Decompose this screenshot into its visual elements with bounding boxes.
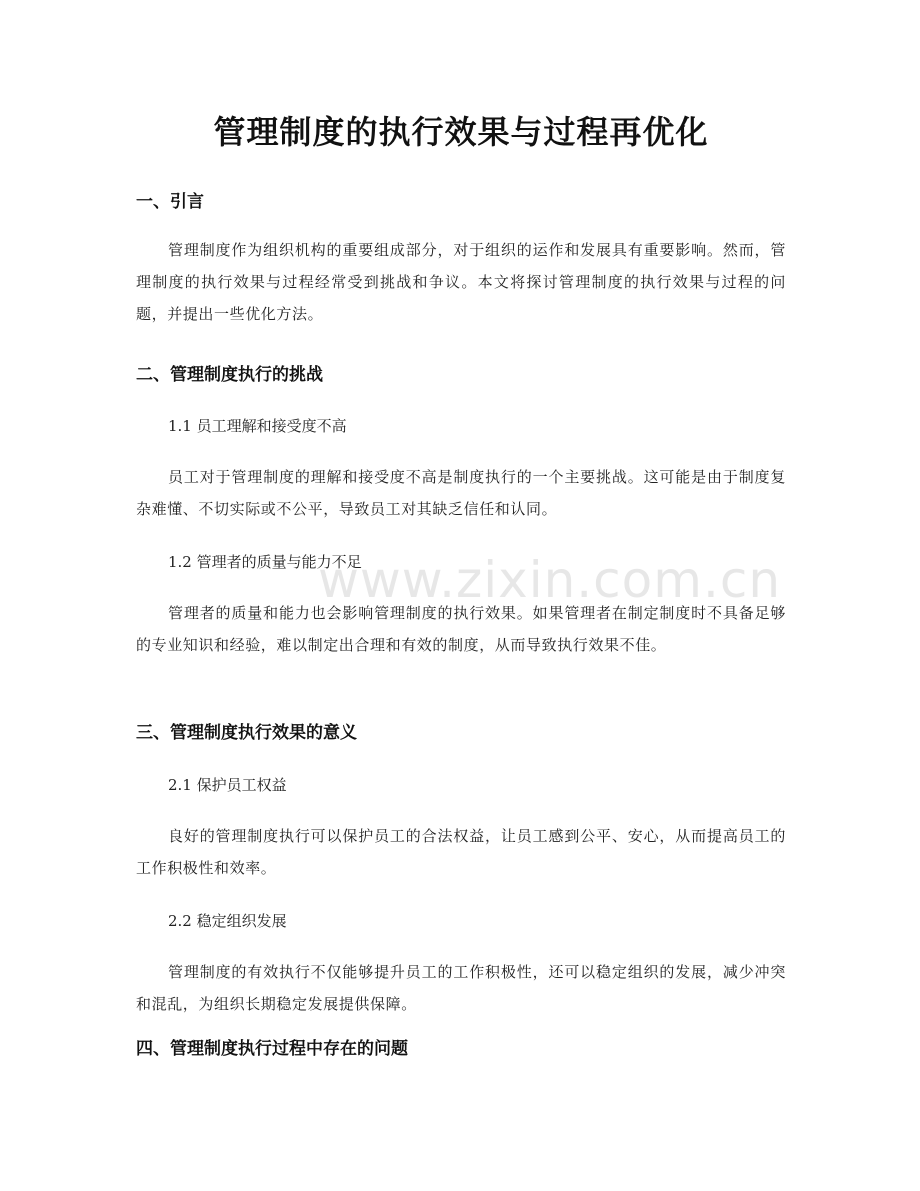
- section-heading-challenges: 二、管理制度执行的挑战: [136, 365, 323, 385]
- subsection-heading-1-1: 1.1 员工理解和接受度不高: [168, 417, 347, 435]
- section-heading-introduction: 一、引言: [136, 192, 204, 212]
- section-paragraph-introduction: 管理制度作为组织机构的重要组成部分，对于组织的运作和发展具有重要影响。然而，管理制度的执行效果与过程经常受到挑战和争议。本文将探讨管理制度的执行效果与过程的问题，并提出一些优化方法。: [136, 241, 786, 323]
- subsection-heading-1-2: 1.2 管理者的质量与能力不足: [168, 553, 362, 571]
- subsection-paragraph-1-1: 员工对于管理制度的理解和接受度不高是制度执行的一个主要挑战。这可能是由于制度复杂难懂、不切实际或不公平，导致员工对其缺乏信任和认同。: [136, 468, 786, 518]
- subsection-paragraph-2-2: 管理制度的有效执行不仅能够提升员工的工作积极性，还可以稳定组织的发展，减少冲突和混乱，为组织长期稳定发展提供保障。: [136, 963, 786, 1013]
- section-heading-problems: 四、管理制度执行过程中存在的问题: [136, 1039, 408, 1059]
- subsection-paragraph-2-1: 良好的管理制度执行可以保护员工的合法权益，让员工感到公平、安心，从而提高员工的工作积极性和效率。: [136, 827, 786, 877]
- subsection-heading-2-1: 2.1 保护员工权益: [168, 776, 287, 794]
- subsection-paragraph-1-2: 管理者的质量和能力也会影响管理制度的执行效果。如果管理者在制定制度时不具备足够的专业知识和经验，难以制定出合理和有效的制度，从而导致执行效果不佳。: [136, 604, 786, 654]
- watermark-text: www.zixin.com.cn: [318, 551, 782, 609]
- document-title: 管理制度的执行效果与过程再优化: [213, 113, 709, 151]
- subsection-heading-2-2: 2.2 稳定组织发展: [168, 912, 287, 930]
- section-heading-significance: 三、管理制度执行效果的意义: [136, 723, 357, 743]
